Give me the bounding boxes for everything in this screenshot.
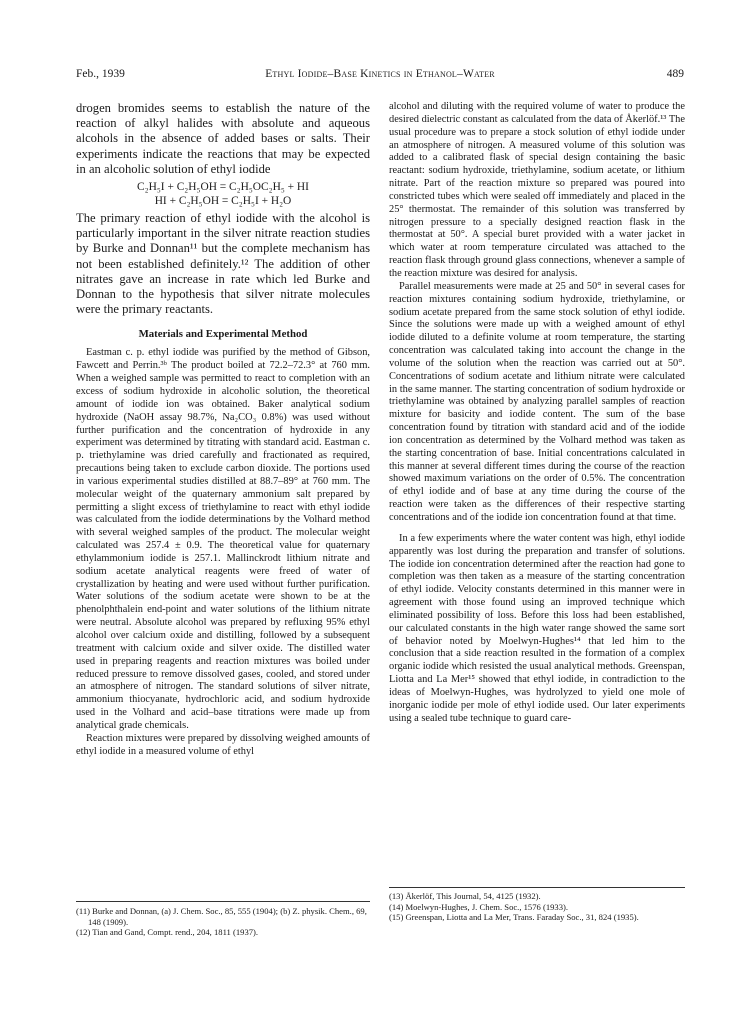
paragraph: alcohol and diluting with the required volume of water to produce the desired dielectric constant as calculated from the data of Åkerlöf.¹³ The usual procedure was to prepare a stock solution of ethyl iodide under an atmosphere of nitrogen. A measured volume of this solution was added to a calibrated flask of special design containing the basic reactant: sodium hydroxide, triethylamine, sodium acetate, or lithium nitrate. Part of the reaction mixture so prepared was poured into constricted tubes which were sealed off immediately and placed in the 25° thermostat. The remainder of this solution was transferred by nitrogen pressure to a specially designed reaction flask in the thermostat at 50°. A special buret provided with a water jacket in which water at room temperature circulated was attached to the reaction flask through ground glass connections, whenever a sample of the reaction mixture was desired for analysis. xyxy=(389,101,685,279)
paragraph: drogen bromides seems to establish the nature of the reaction of alkyl halides with absolute and aqueous alcohols in the absence of added bases or salts. Their experiments indicate the reactions that may be expected in an alcoholic solution of ethyl iodide xyxy=(76,101,370,176)
section-heading: Materials and Experimental Method xyxy=(138,328,308,341)
paragraph: The primary reaction of ethyl iodide with the alcohol is particularly important in the silver nitrate reaction studies by Burke and Donnan¹¹ but the complete mechanism has not been established definitely.¹² The addition of other nitrates gave an increase in rate which led Burke and Donnan to the hypothesis that silver nitrate molecules were the primary reactants. xyxy=(76,211,370,317)
equation: HI + C₂H₅OH = C₂H₅I + H₂O xyxy=(154,195,292,208)
footnote: (14) Moelwyn-Hughes, J. Chem. Soc., 1576 (1933). xyxy=(389,901,569,912)
equation: C₂H₅I + C₂H₅OH = C₂H₅OC₂H₅ + HI xyxy=(137,181,309,194)
paragraph: Parallel measurements were made at 25 and 50° in several cases for reaction mixtures containing sodium hydroxide, triethylamine, or sodium acetate prepared from the same stock solution of ethyl iodide. Since the solutions were made up with a weighed amount of ethyl iodide diluted to a definite volume at room temperature, the starting concentration was calculated taking into account the change in the volume of the solution when the reaction was carried out at 50°. Concentrations of sodium acetate and lithium nitrate were calculated in the same manner. The starting concentration of sodium hydroxide or triethylamine was obtained by analyzing parallel samples of reaction mixture for basicity and iodide content. The sum of the base concentration found by titration with standard acid and of the iodide ion concentration as determined by the Volhard method was taken as the starting concentration of base. Initial concentrations calculated in this manner at several different times during the course of the reaction showed maximum variations on the order of 0.5%. The concentration of ethyl iodide and of base at any time during the course of the reaction were taken as the differences of their respective starting concentrations and of the iodide ion concentration found at that time. xyxy=(389,280,685,523)
header-title: Ethyl Iodide–Base Kinetics in Ethanol–Water xyxy=(265,68,495,80)
paragraph: Reaction mixtures were prepared by dissolving weighed amounts of ethyl iodide in a measured volume of ethyl xyxy=(76,732,370,757)
footnote-divider xyxy=(389,887,685,888)
footnote: (11) Burke and Donnan, (a) J. Chem. Soc., 85, 555 (1904); (b) Z. physik. Chem., 69, 148 (1909). xyxy=(76,906,367,927)
footnote: (12) Tian and Gand, Compt. rend., 204, 1811 (1937). xyxy=(76,927,259,938)
paragraph: Eastman c. p. ethyl iodide was purified by the method of Gibson, Fawcett and Perrin.³ᵇ The product boiled at 72.2–72.3° at 760 mm. When a weighed sample was permitted to react to completion with an excess of sodium hydroxide in alcoholic solution, the theoretical amount of iodide ion was obtained. Baker analytical sodium hydroxide (NaOH assay 98.7%, Na₂CO₃ 0.8%) was used without further purification and the concentration of hydroxide in any experiment was determined by titrating with standard acid. Eastman c. p. triethylamine was dried carefully and fractionated as required, precautions being taken to exclude carbon dioxide. The portions used in various experimental studies distilled at 88.7–89° at 760 mm. The molecular weight of the quaternary ammonium salt prepared by permitting a slight excess of triethylamine to react with ethyl iodide was calculated from the iodide determinations by the Volhard method with several weighed samples of the product. The molecular weight calculated was 257.4 ± 0.9. The theoretical value for quaternary ethylammonium iodide is 257.1. Mallinckrodt lithium nitrate and sodium acetate analytical reagents were freed of water of crystallization by heating and were used without further purification. Water solutions of the sodium acetate were shown to be at the phenolphthalein end-point and water solutions of the lithium nitrate were neutral. Absolute alcohol was prepared by refluxing 95% ethyl alcohol over calcium oxide and distilling, followed by a subsequent treatment with calcium oxide and silver oxide. The distilled water used in preparing reagents and reaction mixtures was boiled under reduced pressure to remove dissolved gases, cooled, and stored under an atmosphere of nitrogen. The standard solutions of silver nitrate, ammonium thiocyanate, hydrochloric acid, and sodium hydroxide used in the Volhard and acid–base titrations were made up from analytical grade chemicals. xyxy=(76,347,370,731)
paragraph: In a few experiments where the water content was high, ethyl iodide apparently was lost during the preparation and transfer of solutions. The iodide ion concentration determined after the reaction had gone to completion was then taken as a measure of the starting concentration of ethyl iodide. Velocity constants determined in this manner were in agreement with those found using an improved technique which eliminated possibility of loss. Before this loss had been established, our calculated constants in the high water range showed the same sort of behavior noted by Moelwyn-Hughes¹⁴ that led him to the conclusion that a side reaction resulted in the formation of a complex organic iodide which resisted the usual analytical methods. Greenspan, Liotta and La Mer¹⁵ showed that ethyl iodide, in contradiction to the ideas of Moelwyn-Hughes, was hydrolyzed to yield one mole of inorganic iodide per mole of ethyl iodide used. Our later experiments using a sealed tube technique to guard care- xyxy=(389,532,685,724)
footnote-divider xyxy=(76,901,370,902)
footnote: (15) Greenspan, Liotta and La Mer, Trans. Faraday Soc., 31, 824 (1935). xyxy=(389,912,639,923)
running-header xyxy=(76,68,684,84)
page-number: 489 xyxy=(666,68,684,80)
footnotes-left xyxy=(76,906,370,938)
left-column xyxy=(76,101,370,758)
footnotes-right xyxy=(389,891,685,923)
right-column xyxy=(389,101,685,726)
footnote: (13) Åkerlöf, This Journal, 54, 4125 (1932). xyxy=(389,891,541,901)
header-date: Feb., 1939 xyxy=(76,68,125,80)
